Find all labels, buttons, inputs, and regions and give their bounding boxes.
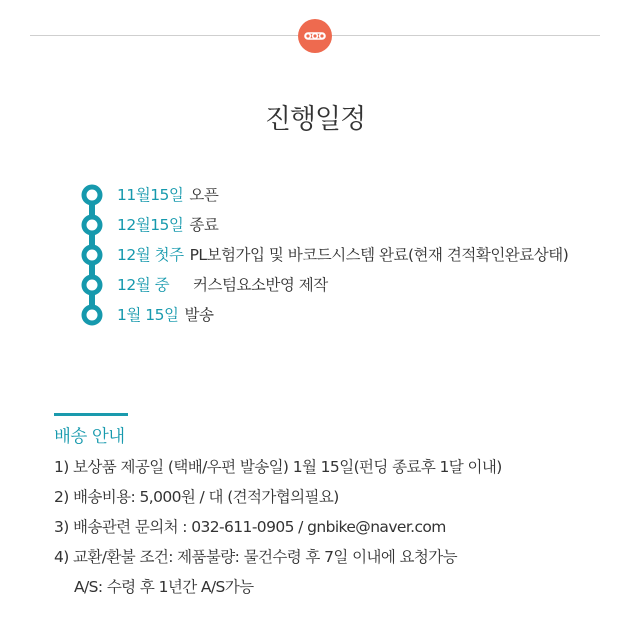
chain-badge <box>298 19 332 53</box>
schedule-date: 11월15일 <box>117 186 184 204</box>
schedule-desc: 종료 <box>189 216 219 234</box>
schedule-item <box>117 270 568 300</box>
schedule-item <box>117 210 568 240</box>
page-title: 진행일정 <box>264 104 366 135</box>
schedule-item <box>117 240 568 270</box>
shipping-info-list <box>54 454 502 604</box>
schedule-list <box>117 180 568 330</box>
timeline-node <box>84 247 100 263</box>
schedule-item <box>117 180 568 210</box>
shipping-line: 3) 배송관련 문의처 : 032-611-0905 / gnbike@naver.com <box>54 518 446 536</box>
schedule-desc: 커스텀요소반영 제작 <box>193 276 328 294</box>
timeline-node <box>84 277 100 293</box>
schedule-desc: PL보험가입 및 바코드시스템 완료(현재 견적확인완료상태) <box>189 246 569 264</box>
shipping-line: 1) 보상품 제공일 (택배/우편 발송일) 1월 15일(펀딩 종료후 1달 이내) <box>54 458 502 476</box>
shipping-line: 2) 배송비용: 5,000원 / 대 (견적가협의필요) <box>54 488 339 506</box>
schedule-item <box>117 300 568 330</box>
schedule-date: 12월15일 <box>117 216 184 234</box>
schedule-desc: 발송 <box>184 306 214 324</box>
shipping-line: A/S: 수령 후 1년간 A/S가능 <box>74 578 254 596</box>
shipping-line: 4) 교환/환불 조건: 제품불량: 물건수령 후 7일 이내에 요청가능 <box>54 548 458 566</box>
schedule-date: 12월 중 <box>117 276 170 294</box>
timeline-node <box>84 187 100 203</box>
section-accent-bar <box>54 413 128 416</box>
chain-icon <box>298 19 332 53</box>
shipping-title: 배송 안내 <box>54 427 125 447</box>
schedule-date: 1월 15일 <box>117 306 179 324</box>
timeline-node <box>84 307 100 323</box>
schedule-desc: 오픈 <box>189 186 219 204</box>
timeline-chain <box>80 182 108 332</box>
schedule-date: 12월 첫주 <box>117 246 184 264</box>
timeline-node <box>84 217 100 233</box>
